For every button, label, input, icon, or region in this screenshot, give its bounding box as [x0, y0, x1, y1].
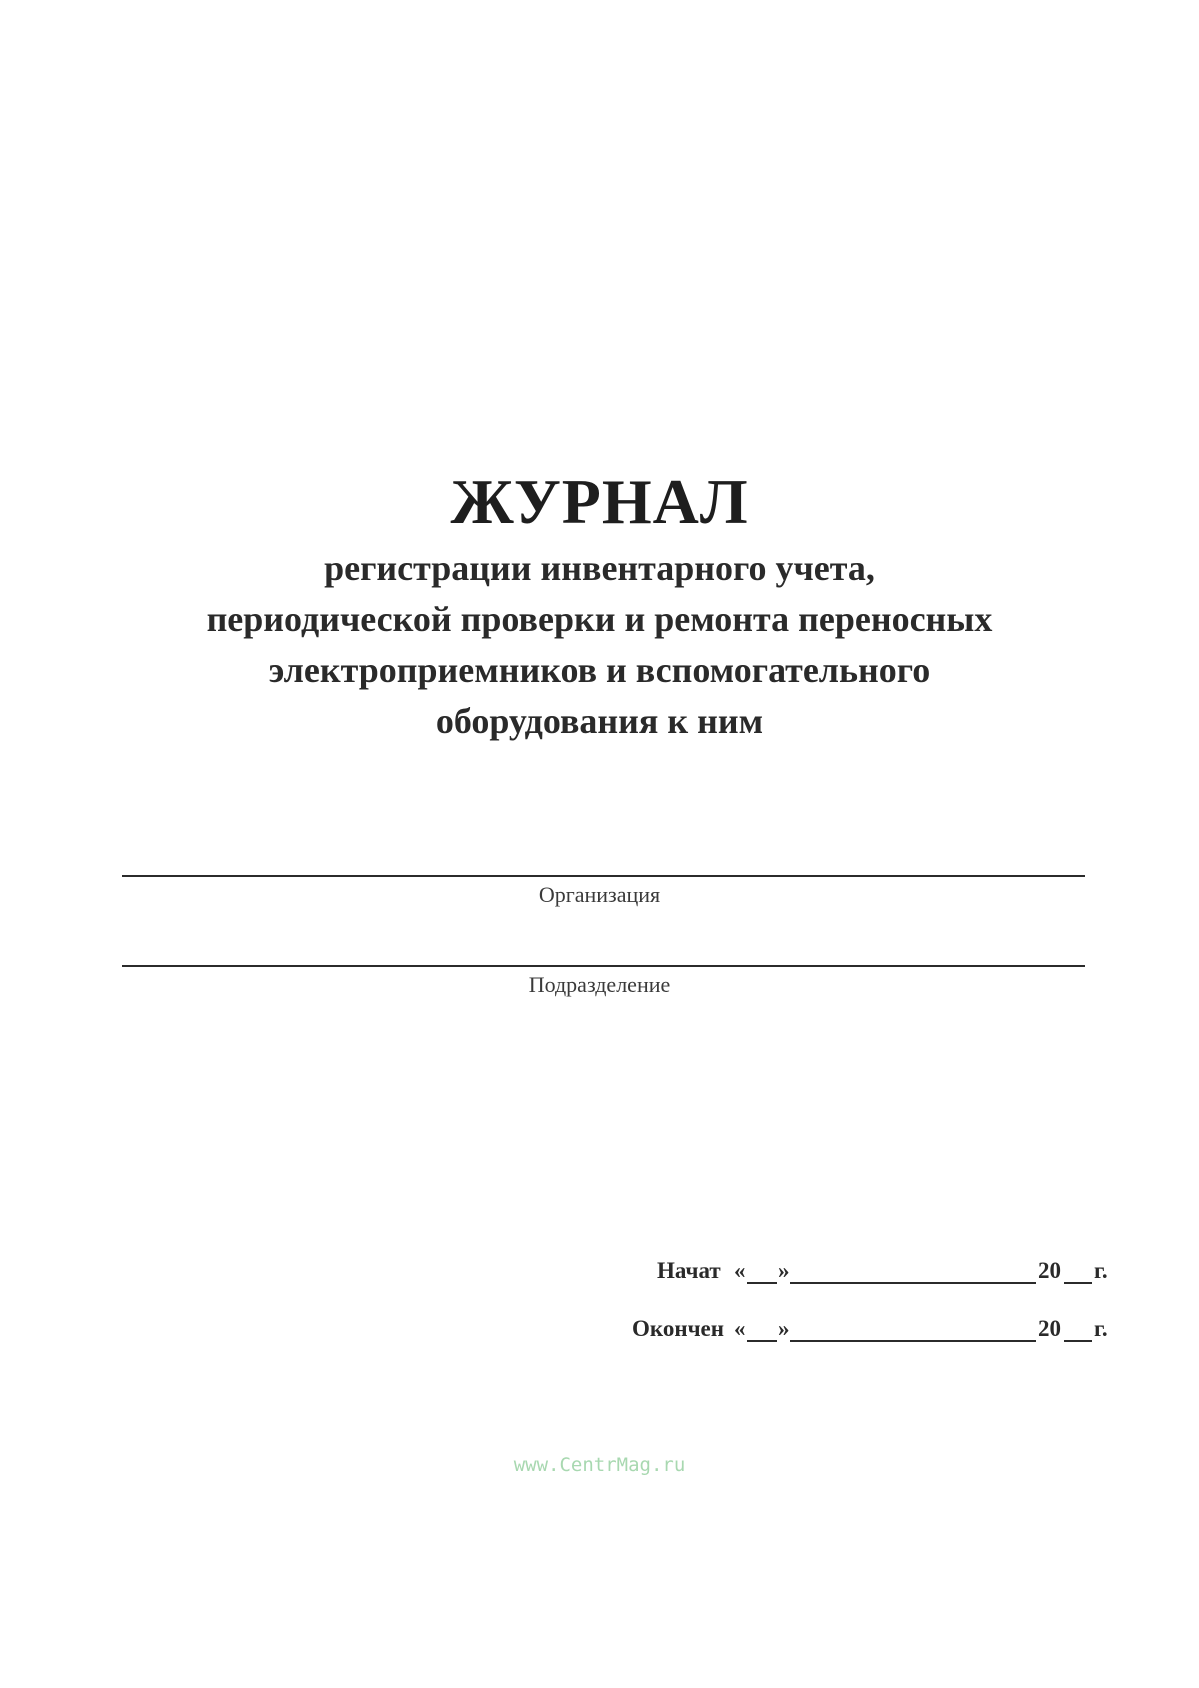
subtitle-line-1: регистрации инвентарного учета,: [324, 548, 875, 588]
started-label: Начат: [657, 1258, 721, 1283]
subtitle-line-3: электроприемников и вспомогательного: [268, 650, 931, 690]
ended-label: Окончен: [632, 1316, 725, 1341]
watermark: www.CentrMag.ru: [513, 1454, 686, 1476]
organization-fill-line: [122, 875, 1085, 877]
year-suffix: г.: [1094, 1316, 1108, 1341]
close-quote: »: [778, 1258, 790, 1283]
organization-caption: Организация: [538, 882, 661, 907]
year-blank: [1064, 1282, 1092, 1284]
month-blank: [790, 1282, 1036, 1284]
year-prefix: 20: [1038, 1316, 1061, 1341]
month-blank: [790, 1340, 1036, 1342]
close-quote: »: [778, 1316, 790, 1341]
year-prefix: 20: [1038, 1258, 1061, 1283]
open-quote: «: [734, 1258, 746, 1283]
subtitle-line-2: периодической проверки и ремонта переносных: [206, 599, 993, 639]
ended-date-row: [600, 1312, 1120, 1346]
subdivision-caption: Подразделение: [528, 972, 671, 997]
year-blank: [1064, 1340, 1092, 1342]
subtitle-line-4: оборудования к ним: [435, 701, 764, 741]
day-blank: [747, 1282, 777, 1284]
document-title: ЖУРНАЛ: [450, 466, 749, 537]
started-date-row: [600, 1254, 1120, 1288]
subdivision-fill-line: [122, 965, 1085, 967]
year-suffix: г.: [1094, 1258, 1108, 1283]
open-quote: «: [734, 1316, 746, 1341]
document-subtitle: [0, 543, 1199, 747]
day-blank: [747, 1340, 777, 1342]
